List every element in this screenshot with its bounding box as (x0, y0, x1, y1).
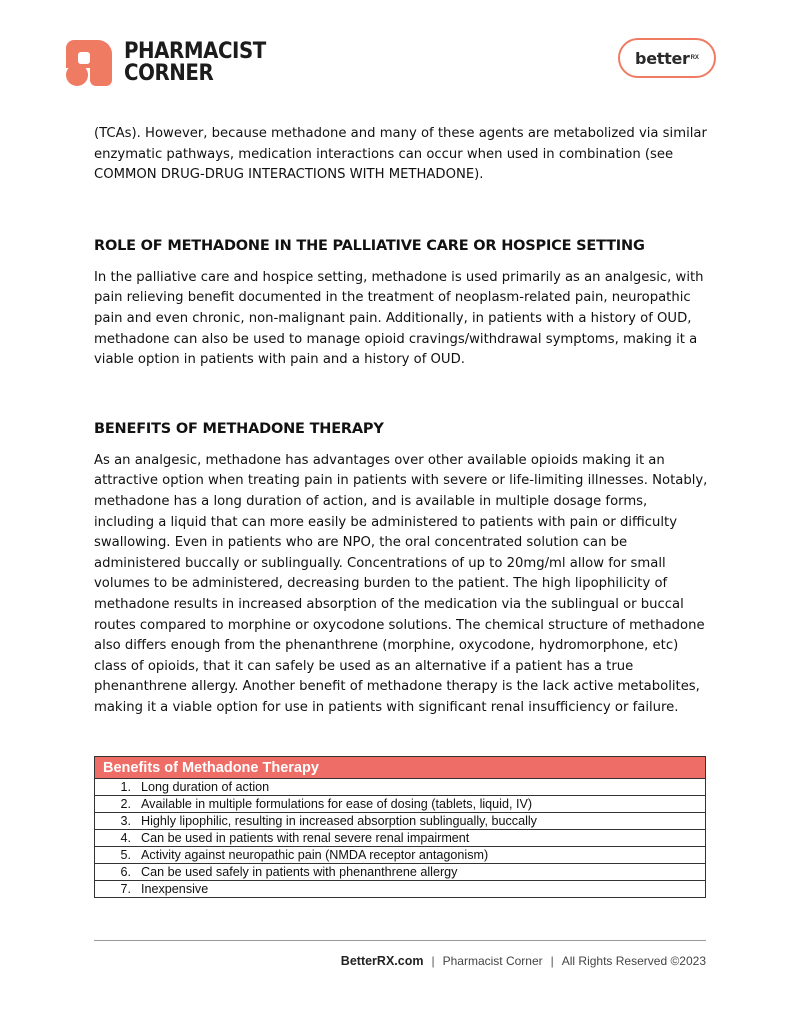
footer-separator-2: | (550, 954, 554, 968)
row-text: Can be used safely in patients with phenanthrene allergy (141, 865, 458, 879)
row-text: Can be used in patients with renal severe renal impairment (141, 831, 470, 845)
row-number: 6. (120, 865, 131, 879)
section-heading-benefits: BENEFITS OF METHADONE THERAPY (94, 420, 384, 437)
table-row (95, 779, 706, 796)
table-cell (95, 796, 706, 813)
betterrx-logo (618, 38, 716, 78)
row-text: Activity against neuropathic pain (NMDA receptor antagonism) (141, 848, 489, 862)
logo-line1: PHARMACIST (124, 39, 266, 64)
row-text: Available in multiple formulations for ease of dosing (tablets, liquid, IV) (141, 797, 533, 811)
logo-line2: CORNER (124, 61, 214, 86)
footer-separator: | (431, 954, 435, 968)
table-cell (95, 813, 706, 830)
table-row (95, 796, 706, 813)
table-row (95, 830, 706, 847)
table-cell (95, 864, 706, 881)
pharmacist-corner-logo (66, 40, 282, 86)
row-number: 1. (120, 780, 131, 794)
row-text: Long duration of action (141, 780, 270, 794)
table-cell (95, 830, 706, 847)
role-paragraph: In the palliative care and hospice setting, methadone is used primarily as an analgesic, with pain relieving benefit documented in the treatment of neoplasm-related pain, neuropathic pain and even chronic, non-malignant pain. Additionally, in patients with a history of OUD, methadone can also be used to manage opioid cravings/withdrawal symptoms, making it a viable option in patients with pain and a history of OUD. (94, 269, 704, 368)
betterrx-logo-sup: RX (690, 55, 699, 61)
page-footer (94, 954, 706, 968)
table-cell (95, 779, 706, 796)
intro-paragraph: (TCAs). However, because methadone and many of these agents are metabolized via similar enzymatic pathways, medication interactions can occur when used in combination (see COMMON DRUG-DRUG INTERACTIONS WITH METHADONE). (94, 126, 707, 183)
benefits-paragraph: As an analgesic, methadone has advantages over other available opioids making it an attractive option when treating pain in patients with severe or life-limiting illnesses. Notably, methadone has a long duration of action, and is available in multiple dosage forms, including a liquid that can more easily be administered to patients with pain or difficulty swallowing. Even in patients who are NPO, the oral concentrated solution can be administered buccally or sublingually. Concentrations of up to 20mg/ml allow for small volumes to be administered, decreasing burden to the patient. The high lipophilicity of methadone results in increased absorption of the medication via the sublingual or buccal routes compared to morphine or oxycodone solutions. The chemical structure of methadone also differs enough from the phenanthrene (morphine, oxycodone, hydromorphone, etc) class of opioids, that it can safely be used as an alternative if a patient has a true phenanthrene allergy. Another benefit of methadone therapy is the lack active metabolites, making it a viable option for use in patients with significant renal insufficiency or failure. (94, 452, 708, 715)
pharmacist-corner-logo-icon (66, 40, 112, 86)
footer-divider (94, 940, 706, 941)
row-number: 2. (120, 797, 131, 811)
row-text: Inexpensive (141, 882, 209, 896)
table-row (95, 847, 706, 864)
section-heading-role: ROLE OF METHADONE IN THE PALLIATIVE CARE OR HOSPICE SETTING (94, 237, 645, 254)
footer-section: Pharmacist Corner (442, 954, 543, 968)
footer-rights: All Rights Reserved ©2023 (561, 954, 706, 968)
table-cell (95, 881, 706, 898)
table-title: Benefits of Methadone Therapy (95, 757, 706, 779)
row-number: 7. (120, 882, 131, 896)
table-row (95, 864, 706, 881)
row-number: 4. (120, 831, 131, 845)
table-row (95, 813, 706, 830)
table-cell (95, 847, 706, 864)
footer-brand: BetterRX.com (340, 954, 424, 968)
row-number: 5. (120, 848, 131, 862)
benefits-table (94, 756, 706, 898)
row-number: 3. (120, 814, 131, 828)
row-text: Highly lipophilic, resulting in increased absorption sublingually, buccally (141, 814, 537, 828)
logo-wordmark (124, 41, 266, 85)
document-body (94, 124, 710, 718)
table-row (95, 881, 706, 898)
betterrx-logo-text: better (635, 48, 690, 68)
